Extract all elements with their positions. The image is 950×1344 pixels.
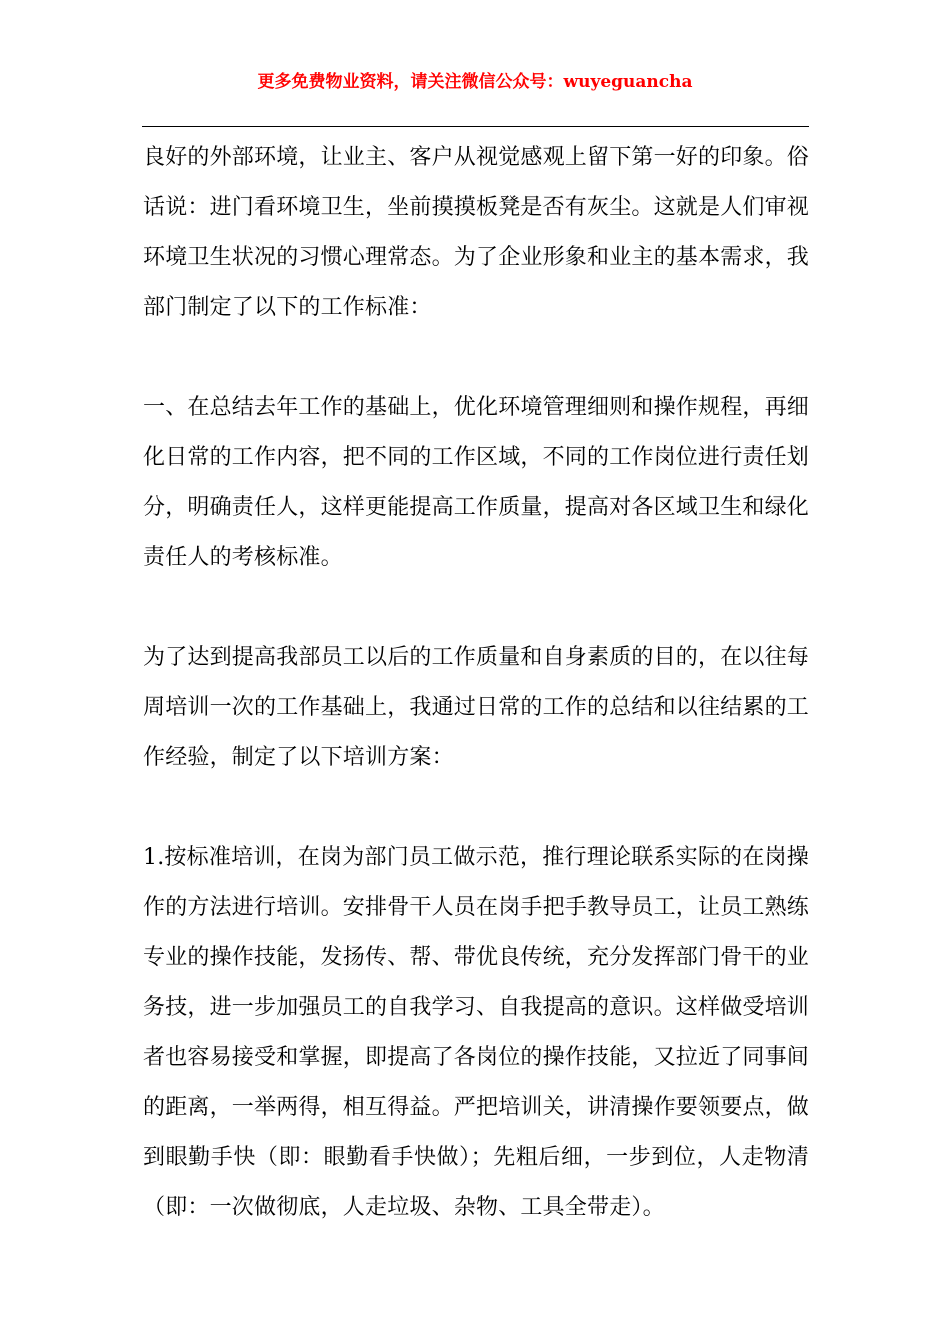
paragraph-spacer — [143, 333, 809, 383]
header-banner: 更多免费物业资料，请关注微信公众号：wuyeguancha — [257, 72, 693, 92]
document-body — [143, 133, 809, 1233]
paragraph-spacer — [143, 783, 809, 833]
paragraph-training-intro: 为了达到提高我部员工以后的工作质量和自身素质的目的，在以往每周培训一次的工作基础上，我通过日常的工作的总结和以往结累的工作经验，制定了以下培训方案： — [143, 645, 810, 770]
header-divider — [142, 126, 809, 127]
paragraph-section-one: 一、在总结去年工作的基础上，优化环境管理细则和操作规程，再细化日常的工作内容，把不同的工作区域，不同的工作岗位进行责任划分，明确责任人，这样更能提高工作质量，提高对各区域卫生和绿化责任人的考核标准。 — [143, 395, 810, 570]
paragraph-training-item-1: 1.按标准培训，在岗为部门员工做示范，推行理论联系实际的在岗操作的方法进行培训。安排骨干人员在岗手把手教导员工，让员工熟练专业的操作技能，发扬传、帮、带优良传统，充分发挥部门骨干的业务技，进一步加强员工的自我学习、自我提高的意识。这样做受培训者也容易接受和掌握，即提高了各岗位的操作技能，又拉近了同事间的距离，一举两得，相互得益。严把培训关，讲清操作要领要点，做到眼勤手快（即：眼勤看手快做）；先粗后细，一步到位，人走物清（即：一次做彻底，人走垃圾、杂物、工具全带走）。 — [143, 845, 810, 1220]
paragraph-intro: 良好的外部环境，让业主、客户从视觉感观上留下第一好的印象。俗话说：进门看环境卫生，坐前摸摸板凳是否有灰尘。这就是人们审视环境卫生状况的习惯心理常态。为了企业形象和业主的基本需求，我部门制定了以下的工作标准： — [143, 145, 810, 320]
paragraph-spacer — [143, 583, 809, 633]
